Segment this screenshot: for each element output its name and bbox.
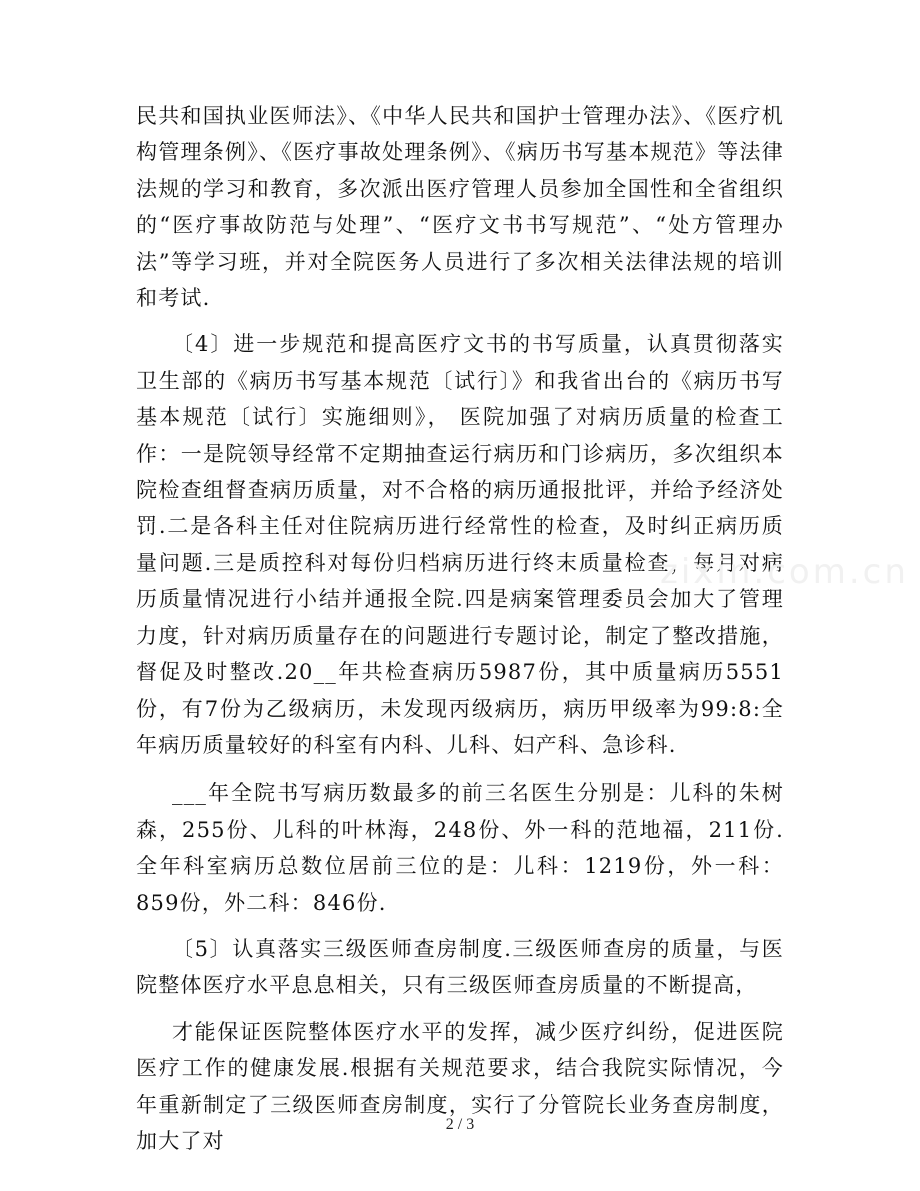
body-text (136, 98, 784, 1159)
paragraph-3: ___年全院书写病历数最多的前三名医生分别是：儿科的朱树森，255份、儿科的叶林海，248份、外一科的范地福，211份.全年科室病历总数位居前三位的是：儿科：1219份，外一科：859份，外二科：846份. (136, 781, 784, 915)
paragraph-1: 民共和国执业医师法》、《中华人民共和国护士管理办法》、《医疗机构管理条例》、《医疗事故处理条例》、《病历书写基本规范》等法律法规的学习和教育，多次派出医疗管理人员参加全国性和全省组织的“医疗事故防范与处理”、“医疗文书书写规范”、“处方管理办法”等学习班，并对全院医务人员进行了多次相关法律法规的培训和考试. (136, 104, 784, 311)
page-number: 2 / 3 (445, 1116, 475, 1133)
watermark: zixin.com.cn (660, 552, 909, 592)
paragraph-5: 才能保证医院整体医疗水平的发挥，减少医疗纠纷，促进医院医疗工作的健康发展.根据有关规范要求，结合我院实际情况，今年重新制定了三级医师查房制度，实行了分管院长业务查房制度，加大了对 (136, 1019, 784, 1153)
paragraph-4: 〔5〕认真落实三级医师查房制度.三级医师查房的质量，与医院整体医疗水平息息相关，只有三级医师查房质量的不断提高， (136, 936, 784, 998)
paragraph-2: 〔4〕进一步规范和提高医疗文书的书写质量，认真贯彻落实卫生部的《病历书写基本规范〔试行〕》和我省出台的《病历书写基本规范〔试行〕实施细则》， 医院加强了对病历质量的检查工作：一是院领导经常不定期抽查运行病历和门诊病历，多次组织本院检查组督查病历质量，对不合格的病历通报批评，并给予经济处罚.二是各科主任对住院病历进行经常性的检查，及时纠正病历质量问题.三是质控科对每份归档病历进行终末质量检查，每月对病历质量情况进行小结并通报全院.四是病案管理委员会加大了管理力度，针对病历质量存在的问题进行专题讨论，制定了整改措施，督促及时整改.20__年共检查病历5987份，其中质量病历5551份，有7份为乙级病历，未发现丙级病历，病历甲级率为99:8:全年病历质量较好的科室有内科、儿科、妇产科、急诊科. (136, 332, 784, 757)
